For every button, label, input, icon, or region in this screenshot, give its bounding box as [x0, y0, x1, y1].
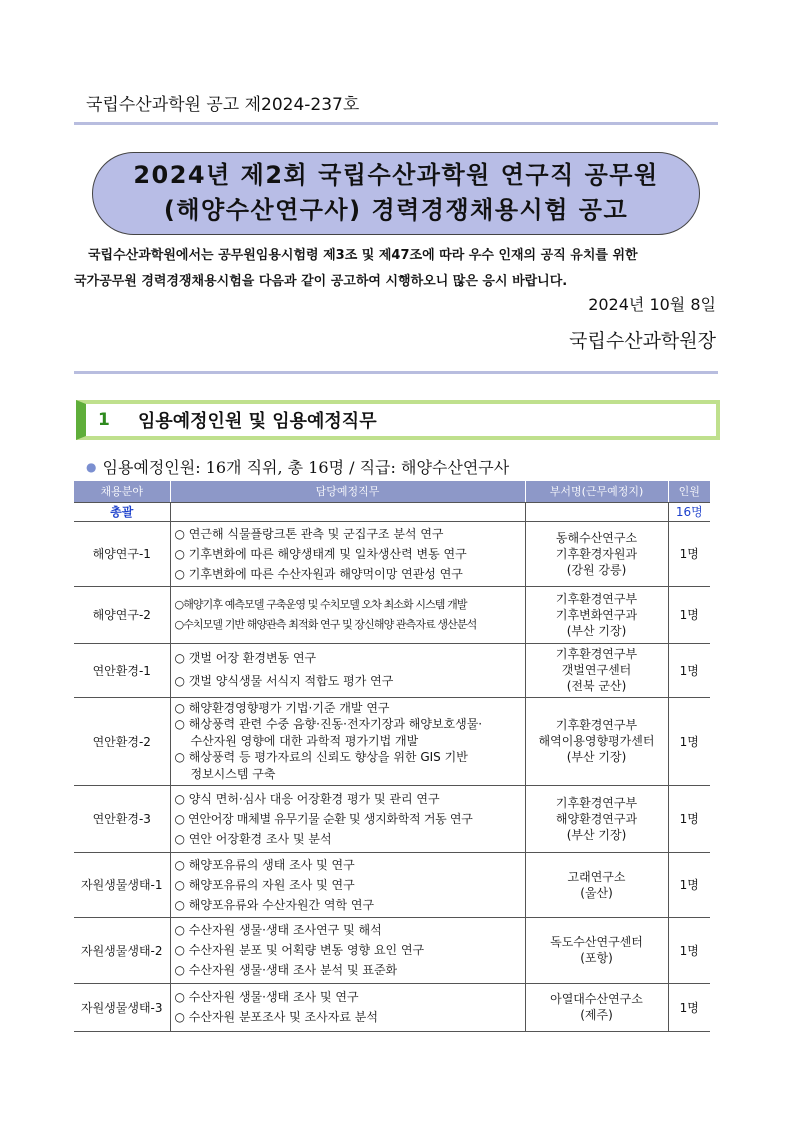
table-header-row — [74, 481, 710, 502]
row-duties — [170, 697, 525, 785]
dept-line: (부산 기장) — [566, 750, 627, 764]
dept-line: 독도수산연구센터 — [550, 935, 643, 949]
duty-item: ○ 해양포유류의 자원 조사 및 연구 — [174, 877, 355, 892]
dept-line: (포항) — [580, 951, 613, 965]
row-duties — [170, 785, 525, 852]
duty-item: ○ 수산자원 생물·생태 조사연구 및 해석 — [174, 923, 382, 937]
table-row — [74, 643, 710, 697]
section-title: 임용예정인원 및 임용예정직무 — [138, 411, 377, 432]
row-count: 1명 — [668, 521, 710, 586]
header-duties: 담당예정직무 — [170, 481, 525, 502]
dept-line: (강원 강릉) — [566, 562, 627, 577]
row-dept — [525, 917, 668, 983]
total-row — [74, 502, 710, 521]
header-field: 채용분야 — [74, 481, 170, 502]
bullet-dot-icon: ● — [86, 460, 97, 474]
duty-item: ○수치모델 기반 해양관측 최적화 연구 및 장신해양 관측자료 생산분석 — [174, 617, 477, 631]
table-row — [74, 785, 710, 852]
top-divider — [74, 122, 718, 125]
row-dept — [525, 983, 668, 1031]
notice-number: 국립수산과학원 공고 제2024-237호 — [86, 95, 360, 115]
duty-item: ○ 해양환경영향평가 기법·기준 개발 연구 — [174, 700, 390, 715]
dept-line: (부산 기장) — [566, 623, 627, 638]
duty-item: ○ 수산자원 생물·생태 조사 및 연구 — [174, 990, 359, 1004]
row-count: 1명 — [668, 852, 710, 917]
duty-item: ○ 갯벌 양식생물 서식지 적합도 평가 연구 — [174, 674, 394, 688]
header-count: 인원 — [668, 481, 710, 502]
title-banner — [92, 152, 700, 235]
middle-divider — [74, 371, 718, 374]
intro-line-2: 국가공무원 경력경쟁채용시험을 다음과 같이 공고하여 시행하오니 많은 응시 바랍니다. — [74, 274, 568, 289]
row-dept — [525, 852, 668, 917]
duty-item-continued: 수산자원 영향에 대한 과학적 평가기법 개발 — [190, 733, 419, 748]
announcement-date: 2024년 10월 8일 — [588, 295, 716, 314]
duty-item-continued: 정보시스템 구축 — [190, 766, 276, 781]
row-dept — [525, 697, 668, 785]
dept-line: 동해수산연구소 — [555, 530, 638, 545]
dept-line: 기후환경연구부 — [555, 795, 638, 810]
dept-line: (전북 군산) — [566, 679, 627, 693]
row-field: 자원생물생태-2 — [74, 917, 170, 983]
table-row — [74, 983, 710, 1031]
section-number: 1 — [98, 410, 110, 430]
dept-line: 고래연구소 — [567, 869, 626, 884]
row-count: 1명 — [668, 917, 710, 983]
dept-line: 아열대수산연구소 — [550, 992, 643, 1006]
row-field: 해양연구-1 — [74, 521, 170, 586]
intro-line-1: 국립수산과학원에서는 공무원임용시험령 제3조 및 제47조에 따라 우수 인재의 공직 유치를 위한 — [88, 248, 638, 263]
dept-line: 해양환경연구과 — [555, 811, 638, 826]
table-row — [74, 521, 710, 586]
row-count: 1명 — [668, 586, 710, 643]
header-dept: 부서명(근무예정지) — [525, 481, 668, 502]
dept-line: 기후환경연구부 — [555, 591, 638, 606]
section-header — [76, 400, 720, 440]
dept-line: 기후환경연구부 — [555, 718, 638, 732]
table-row — [74, 697, 710, 785]
total-count: 16명 — [668, 502, 710, 521]
duty-item: ○ 수산자원 생물·생태 조사 분석 및 표준화 — [174, 963, 398, 977]
summary-line — [86, 455, 509, 478]
row-dept — [525, 643, 668, 697]
dept-line: 기후환경자원과 — [555, 546, 638, 561]
dept-line: 기후변화연구과 — [555, 607, 638, 622]
row-field: 연안환경-3 — [74, 785, 170, 852]
row-duties — [170, 521, 525, 586]
row-duties — [170, 852, 525, 917]
row-duties — [170, 983, 525, 1031]
total-label: 총괄 — [74, 502, 170, 521]
duty-item: ○ 갯벌 어장 환경변동 연구 — [174, 651, 317, 665]
row-duties — [170, 586, 525, 643]
row-field: 자원생물생태-3 — [74, 983, 170, 1031]
issuer-name: 국립수산과학원장 — [569, 330, 716, 352]
jobs-table — [74, 481, 710, 1032]
duty-item: ○ 해상풍력 등 평가자료의 신뢰도 향상을 위한 GIS 기반 — [174, 750, 468, 765]
row-duties — [170, 917, 525, 983]
row-dept — [525, 521, 668, 586]
duty-item: ○ 수산자원 분포조사 및 조사자료 분석 — [174, 1010, 378, 1024]
row-dept — [525, 586, 668, 643]
duty-item: ○ 양식 면허·심사 대응 어장환경 평가 및 관리 연구 — [174, 791, 440, 806]
duty-item: ○ 연근해 식물플랑크톤 관측 및 군집구조 분석 연구 — [174, 526, 444, 541]
table-row — [74, 586, 710, 643]
duty-item: ○해양기후 예측모델 구축운영 및 수치모델 오차 최소화 시스템 개발 — [174, 597, 467, 611]
summary-text: 임용예정인원: 16개 직위, 총 16명 / 직급: 해양수산연구사 — [102, 458, 510, 477]
total-empty-dept — [525, 502, 668, 521]
row-duties — [170, 643, 525, 697]
table-row — [74, 917, 710, 983]
duty-item: ○ 해양포유류의 생태 조사 및 연구 — [174, 857, 355, 872]
intro-paragraph — [74, 243, 720, 295]
dept-line: 해역이용영향평가센터 — [538, 734, 655, 748]
duty-item: ○ 해상풍력 관련 수중 음향·진동·전자기장과 해양보호생물· — [174, 717, 483, 732]
row-count: 1명 — [668, 785, 710, 852]
title-line-1: 2024년 제2회 국립수산과학원 연구직 공무원 — [133, 161, 659, 189]
row-count: 1명 — [668, 983, 710, 1031]
total-empty-duties — [170, 502, 525, 521]
duty-item: ○ 기후변화에 따른 해양생태계 및 일차생산력 변동 연구 — [174, 546, 467, 561]
row-count: 1명 — [668, 697, 710, 785]
row-dept — [525, 785, 668, 852]
row-field: 자원생물생태-1 — [74, 852, 170, 917]
dept-line: (울산) — [580, 885, 613, 900]
duty-item: ○ 해양포유류와 수산자원간 역학 연구 — [174, 897, 375, 912]
dept-line: 갯벌연구센터 — [561, 663, 632, 677]
dept-line: (부산 기장) — [566, 827, 627, 842]
table-row — [74, 852, 710, 917]
duty-item: ○ 기후변화에 따른 수산자원과 해양먹이망 연관성 연구 — [174, 566, 463, 581]
duty-item: ○ 수산자원 분포 및 어획량 변동 영향 요인 연구 — [174, 943, 425, 957]
dept-line: (제주) — [580, 1008, 613, 1022]
duty-item: ○ 연안어장 매체별 유무기물 순환 및 생지화학적 거동 연구 — [174, 811, 473, 826]
row-field: 연안환경-1 — [74, 643, 170, 697]
dept-line: 기후환경연구부 — [555, 647, 638, 661]
row-field: 연안환경-2 — [74, 697, 170, 785]
row-count: 1명 — [668, 643, 710, 697]
title-line-2: (해양수산연구사) 경력경쟁채용시험 공고 — [163, 196, 629, 224]
row-field: 해양연구-2 — [74, 586, 170, 643]
duty-item: ○ 연안 어장환경 조사 및 분석 — [174, 831, 332, 846]
